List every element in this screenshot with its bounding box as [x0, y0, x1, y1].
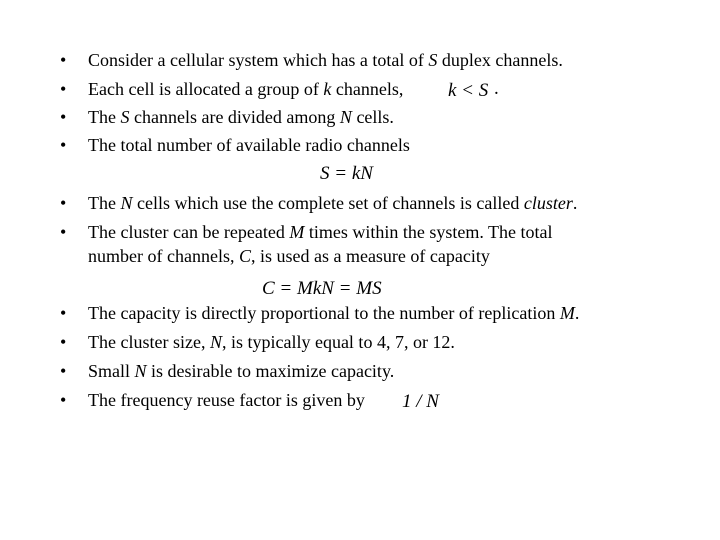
inline-equation-k-less-than-s: k < S	[448, 80, 489, 101]
bullet-marker: •	[60, 222, 67, 242]
bullet-marker: •	[60, 107, 67, 127]
bullet-marker: •	[60, 332, 67, 352]
bullet-marker: •	[60, 193, 67, 213]
bullet-marker: •	[60, 361, 67, 381]
bullet-marker: •	[60, 390, 67, 410]
equation-capacity: C = MkN = MS	[262, 278, 382, 299]
bullet-marker: •	[60, 135, 67, 155]
equation-s-equals-kn: S = kN	[320, 163, 373, 184]
bullet-marker: •	[60, 50, 67, 70]
sentence-period: .	[494, 78, 499, 99]
bullet-marker: •	[60, 303, 67, 323]
inline-equation-reuse-factor: 1 / N	[402, 391, 439, 412]
slide: • Consider a cellular system which has a total of S duplex channels. • Each cell is allocated a group of k channels, k < S . • The S channels are divided among N cells. • The total number of available radio channels S = kN • The N cells which use the complete set of channels is called cluster. • The cluster can be repeated M times within the system. The total number of channels, C, is used as a measure of capacity C = MkN = MS • The capacity is directly proportional to the number of replication M. • The cluster size, N, is typically equal to 4, 7, or 12. • Small N is desirable to maximize capacity. • The frequency reuse factor is given by 1 / N	[60, 50, 580, 412]
bullet-marker: •	[60, 79, 67, 99]
